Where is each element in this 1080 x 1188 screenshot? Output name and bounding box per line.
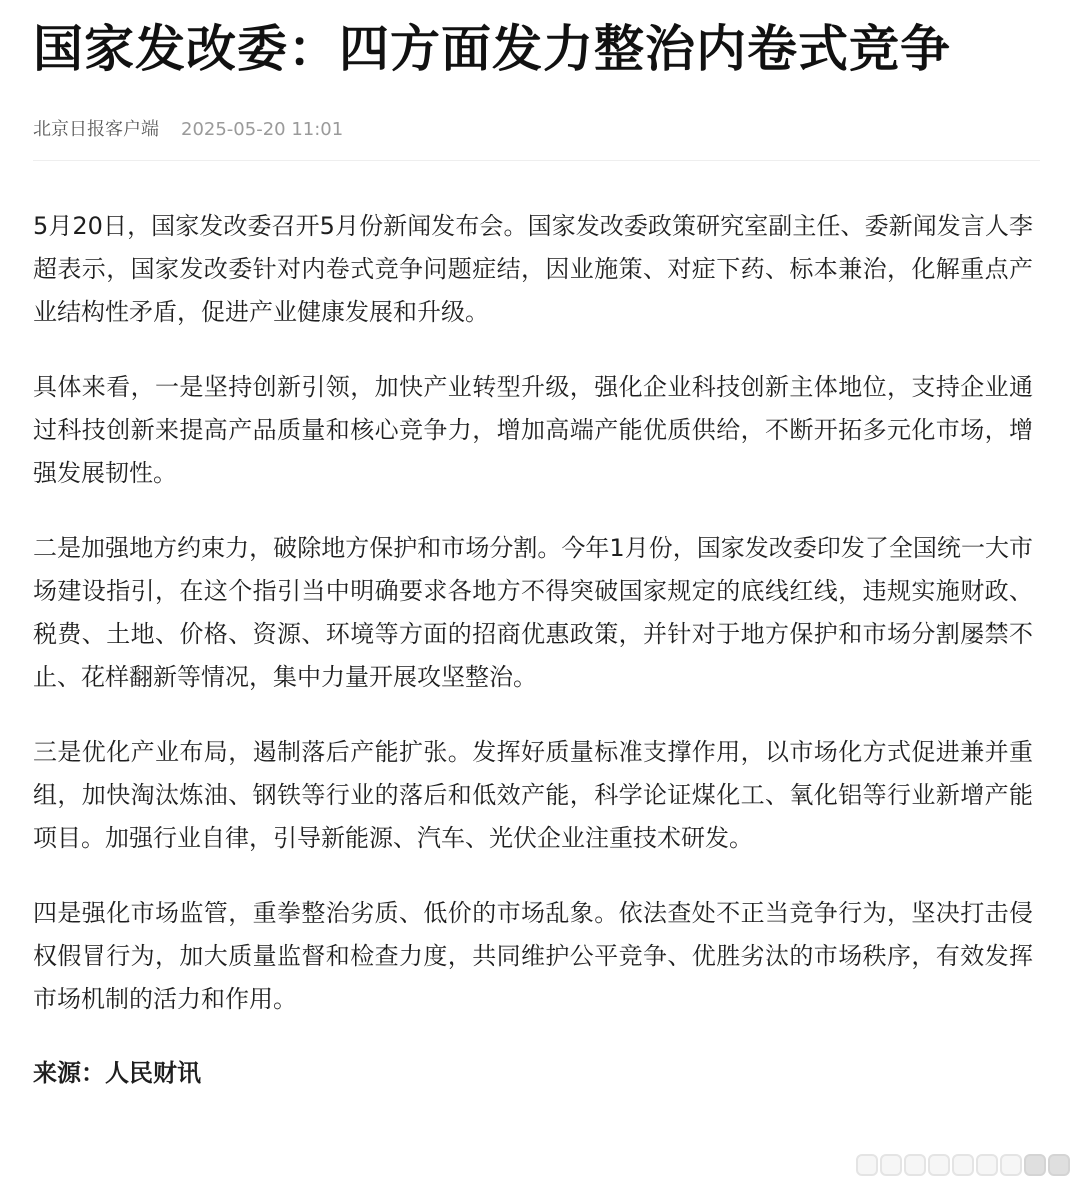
watermark-tile xyxy=(856,1154,878,1176)
publish-time: 2025-05-20 11:01 xyxy=(181,119,344,140)
article-body xyxy=(33,205,1040,1021)
article-title: 国家发改委：四方面发力整治内卷式竞争 xyxy=(33,19,951,78)
watermark-logo xyxy=(856,1154,1070,1176)
article xyxy=(33,0,1040,1093)
watermark-tile xyxy=(904,1154,926,1176)
article-meta xyxy=(33,118,1040,142)
article-paragraph-4: 三是优化产业布局，遏制落后产能扩张。发挥好质量标准支撑作用，以市场化方式促进兼并重组，加快淘汰炼油、钢铁等行业的落后和低效产能，科学论证煤化工、氧化铝等行业新增产能项目。加强行业自律，引导新能源、汽车、光伏企业注重技术研发。 xyxy=(33,738,1033,852)
article-paragraph-2: 具体来看，一是坚持创新引领，加快产业转型升级，强化企业科技创新主体地位，支持企业通过科技创新来提高产品质量和核心竞争力，增加高端产能优质供给，不断开拓多元化市场，增强发展韧性。 xyxy=(33,373,1033,487)
watermark-tile xyxy=(928,1154,950,1176)
watermark-tile xyxy=(976,1154,998,1176)
article-paragraph-1: 5月20日，国家发改委召开5月份新闻发布会。国家发改委政策研究室副主任、委新闻发言人李超表示，国家发改委针对内卷式竞争问题症结，因业施策、对症下药、标本兼治，化解重点产业结构性矛盾，促进产业健康发展和升级。 xyxy=(33,212,1033,326)
publisher-name[interactable]: 北京日报客户端 xyxy=(33,119,159,140)
watermark-tile xyxy=(880,1154,902,1176)
watermark-tile xyxy=(952,1154,974,1176)
article-source-credit: 来源：人民财讯 xyxy=(33,1059,201,1087)
article-paragraph-5: 四是强化市场监管，重拳整治劣质、低价的市场乱象。依法查处不正当竞争行为，坚决打击侵权假冒行为，加大质量监督和检查力度，共同维护公平竞争、优胜劣汰的市场秩序，有效发挥市场机制的活力和作用。 xyxy=(33,899,1033,1013)
article-paragraph-3: 二是加强地方约束力，破除地方保护和市场分割。今年1月份，国家发改委印发了全国统一大市场建设指引，在这个指引当中明确要求各地方不得突破国家规定的底线红线，违规实施财政、税费、土地、价格、资源、环境等方面的招商优惠政策，并针对于地方保护和市场分割屡禁不止、花样翻新等情况，集中力量开展攻坚整治。 xyxy=(33,534,1033,691)
watermark-tile xyxy=(1024,1154,1046,1176)
header-divider xyxy=(33,160,1040,161)
watermark-tile xyxy=(1048,1154,1070,1176)
watermark-tile xyxy=(1000,1154,1022,1176)
